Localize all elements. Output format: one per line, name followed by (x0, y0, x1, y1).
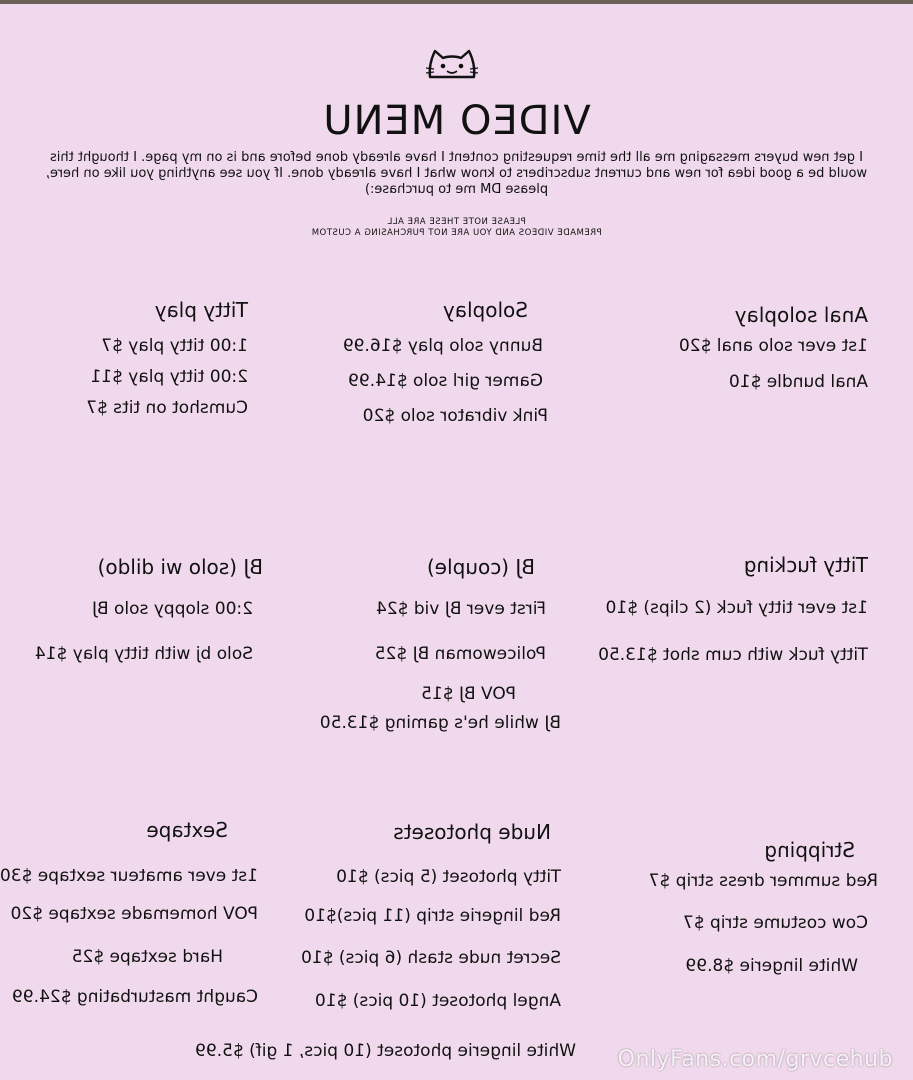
menu-item: Cow costume strip $7 (682, 913, 868, 933)
menu-item: White lingerie photoset (10 pics, 1 gif) $5.99 (195, 1041, 576, 1061)
menu-item: Titty fuck with cum shot $13.50 (598, 645, 868, 665)
section-title-anal-soloplay: Anal soloplay (734, 303, 868, 327)
menu-item: First ever BJ vid $24 (375, 599, 546, 619)
section-title-sextape: Sextape (146, 818, 228, 842)
intro-text: I get new buyers messaging me all the time requesting content I have already done before and is on my page. I thought this would be a good idea for new and current subscribers to know what I have already done. If you see anything you like on here, please DM me to purchase:) (45, 150, 868, 197)
menu-item: Hard sextape $25 (71, 947, 223, 967)
menu-item: 1:00 titty play $7 (101, 336, 248, 356)
menu-item: POV homemade sextape $20 (10, 904, 258, 924)
watermark: OnlyFans.com/grvcehub (617, 1047, 893, 1072)
menu-item: 1st ever solo anal $20 (678, 336, 868, 356)
menu-item: Solo bj with titty play $14 (34, 644, 253, 664)
section-title-soloplay: Soloplay (442, 298, 528, 322)
menu-item: Anal bundle $10 (728, 372, 868, 392)
cat-face-icon (426, 46, 478, 80)
premade-note (0, 217, 913, 239)
menu-item: BJ while he's gaming $13.50 (319, 713, 561, 733)
section-title-titty-play: Titty play (154, 298, 248, 322)
menu-item: Policewoman BJ $25 (374, 644, 546, 664)
menu-item: Red summer dress strip $7 (648, 871, 878, 891)
section-title-bj-couple: BJ (couple) (426, 555, 535, 579)
page-title: VIDEO MENU (322, 98, 591, 144)
section-title-stripping: Stripping (764, 838, 855, 862)
menu-item: Red lingerie strip (11 pics)$10 (304, 906, 561, 926)
menu-item: Secret nude stash (6 pics) $10 (301, 948, 561, 968)
premade-note-line: PLEASE NOTE THESE ARE ALL (387, 217, 526, 227)
menu-item: Caught masturbating $24.99 (11, 987, 258, 1007)
menu-item: Titty photoset (5 pics) $10 (336, 867, 561, 887)
menu-item: White lingerie $8.99 (685, 956, 858, 976)
menu-item: 1st ever amateur sextape $30 (0, 866, 258, 886)
menu-item: Gamer girl solo $14.99 (348, 371, 543, 391)
menu-item: Angel photoset (10 pics) $10 (314, 991, 561, 1011)
menu-item: 2:00 titty play $11 (90, 367, 248, 387)
menu-item: Bunny solo play $16.99 (342, 336, 543, 356)
menu-item: Cumshot on tits $7 (86, 398, 248, 418)
menu-item: Pink vibrator solo $20 (362, 406, 548, 426)
section-title-nude-photosets: Nude photosets (393, 820, 551, 844)
section-title-bj-solo: BJ (solo wi dildo) (97, 555, 263, 579)
premade-note-line: PREMADE VIDEOS AND YOU ARE NOT PURCHASING A CUSTOM (311, 228, 602, 238)
menu-item: 1st ever titty fuck (2 clips) $10 (605, 598, 868, 618)
section-title-titty-fucking: Titty fucking (743, 553, 868, 577)
menu-item: POV BJ $15 (421, 684, 516, 704)
menu-item: 2:00 sloppy solo BJ (91, 599, 253, 619)
